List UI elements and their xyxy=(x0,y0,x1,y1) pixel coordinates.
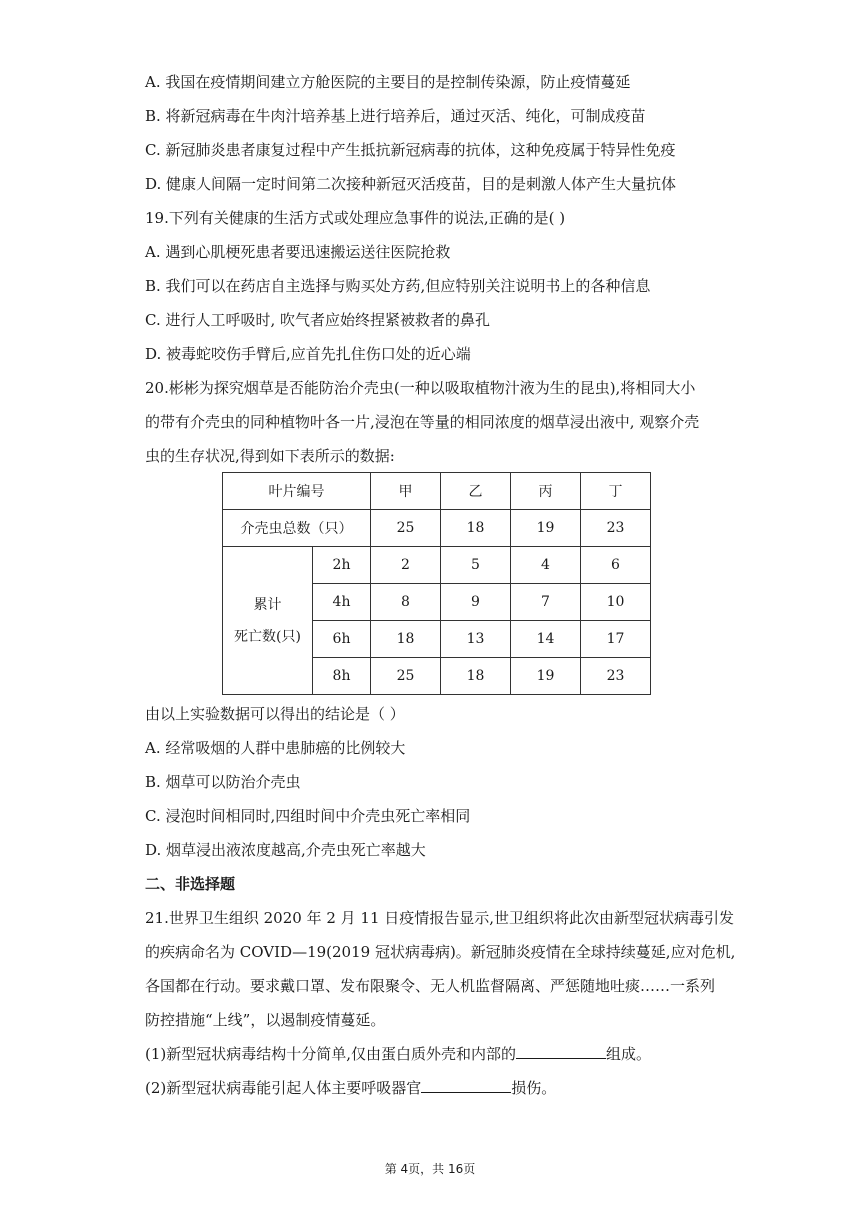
time-cell: 8h xyxy=(313,658,371,695)
page-footer: 第 4页，共 16页 xyxy=(384,1162,476,1176)
time-cell: 4h xyxy=(313,584,371,621)
q20-conclusion-stem: 由以上实验数据可以得出的结论是（ ） xyxy=(145,705,405,723)
q18-option-b: B. 将新冠病毒在牛肉汁培养基上进行培养后，通过灭活、纯化，可制成疫苗 xyxy=(145,107,646,125)
q21-para-line2: 的疾病命名为 COVID—19(2019 冠状病毒病)。新冠肺炎疫情在全球持续蔓延,应对危机, xyxy=(145,943,736,961)
q21-sub1-text: (1)新型冠状病毒结构十分简单,仅由蛋白质外壳和内部的 xyxy=(145,1045,517,1063)
q21-para-line1: 21.世界卫生组织 2020 年 2 月 11 日疫情报告显示,世卫组织将此次由新型冠状病毒引发 xyxy=(145,909,735,927)
q21-sub1-end: 组成。 xyxy=(606,1045,652,1063)
table-cell: 19 xyxy=(511,510,581,547)
table-cell: 25 xyxy=(371,510,441,547)
table-row xyxy=(223,547,651,584)
table-cell: 2 xyxy=(371,547,441,584)
table-cell: 5 xyxy=(441,547,511,584)
q21-sub2 xyxy=(145,1078,556,1098)
col-header: 丙 xyxy=(511,473,581,510)
section-heading: 二、非选择题 xyxy=(145,875,236,893)
q19-option-d: D. 被毒蛇咬伤手臂后,应首先扎住伤口处的近心端 xyxy=(145,345,471,363)
table-cell: 9 xyxy=(441,584,511,621)
group-label-line1: 累计 xyxy=(253,596,282,613)
total-label: 介壳虫总数（只） xyxy=(223,510,371,547)
q21-sub2-text: (2)新型冠状病毒能引起人体主要呼吸器官 xyxy=(145,1079,422,1097)
table-cell: 7 xyxy=(511,584,581,621)
q19-option-c: C. 进行人工呼吸时, 吹气者应始终捏紧被救者的鼻孔 xyxy=(145,311,491,329)
table-cell: 25 xyxy=(371,658,441,695)
q19-option-a: A. 遇到心肌梗死患者要迅速搬运送往医院抢救 xyxy=(145,243,451,261)
q20-option-b: B. 烟草可以防治介壳虫 xyxy=(145,773,301,791)
q20-data-table xyxy=(222,472,651,695)
answer-blank[interactable] xyxy=(421,1078,511,1093)
q18-option-c: C. 新冠肺炎患者康复过程中产生抵抗新冠病毒的抗体，这种免疫属于特异性免疫 xyxy=(145,141,676,159)
table-cell: 14 xyxy=(511,621,581,658)
table-cell: 8 xyxy=(371,584,441,621)
q21-sub1 xyxy=(145,1044,651,1064)
col-header: 甲 xyxy=(371,473,441,510)
group-label xyxy=(223,547,313,695)
table-cell: 18 xyxy=(441,658,511,695)
answer-blank[interactable] xyxy=(516,1044,606,1059)
table-row-totals xyxy=(223,510,651,547)
q21-para-line4: 防控措施“上线”，以遏制疫情蔓延。 xyxy=(145,1011,386,1029)
time-cell: 6h xyxy=(313,621,371,658)
header-label: 叶片编号 xyxy=(223,473,371,510)
q20-option-c: C. 浸泡时间相同时,四组时间中介壳虫死亡率相同 xyxy=(145,807,471,825)
table-header-row xyxy=(223,473,651,510)
table-cell: 4 xyxy=(511,547,581,584)
table-cell: 23 xyxy=(581,658,651,695)
q19-stem: 19.下列有关健康的生活方式或处理应急事件的说法,正确的是( ) xyxy=(145,209,566,227)
col-header: 丁 xyxy=(581,473,651,510)
q21-sub2-end: 损伤。 xyxy=(511,1079,557,1097)
q18-option-a: A. 我国在疫情期间建立方舱医院的主要目的是控制传染源，防止疫情蔓延 xyxy=(145,73,631,91)
group-label-line2: 死亡数(只) xyxy=(234,628,301,645)
q21-para-line3: 各国都在行动。要求戴口罩、发布限聚令、无人机监督隔离、严惩随地吐痰……一系列 xyxy=(145,977,716,995)
col-header: 乙 xyxy=(441,473,511,510)
table-cell: 6 xyxy=(581,547,651,584)
table-cell: 17 xyxy=(581,621,651,658)
q20-option-a: A. 经常吸烟的人群中患肺癌的比例较大 xyxy=(145,739,406,757)
q18-option-d: D. 健康人间隔一定时间第二次接种新冠灭活疫苗，目的是刺激人体产生大量抗体 xyxy=(145,175,677,193)
table-cell: 23 xyxy=(581,510,651,547)
table-cell: 13 xyxy=(441,621,511,658)
q20-stem-line3: 虫的生存状况,得到如下表所示的数据: xyxy=(145,447,395,465)
table-cell: 18 xyxy=(441,510,511,547)
table-cell: 10 xyxy=(581,584,651,621)
q20-option-d: D. 烟草浸出液浓度越高,介壳虫死亡率越大 xyxy=(145,841,426,859)
time-cell: 2h xyxy=(313,547,371,584)
q20-stem-line1: 20.彬彬为探究烟草是否能防治介壳虫(一种以吸取植物汁液为生的昆虫),将相同大小 xyxy=(145,379,696,397)
q19-option-b: B. 我们可以在药店自主选择与购买处方药,但应特别关注说明书上的各种信息 xyxy=(145,277,651,295)
table-cell: 18 xyxy=(371,621,441,658)
q20-stem-line2: 的带有介壳虫的同种植物叶各一片,浸泡在等量的相同浓度的烟草浸出液中, 观察介壳 xyxy=(145,413,700,431)
table-cell: 19 xyxy=(511,658,581,695)
